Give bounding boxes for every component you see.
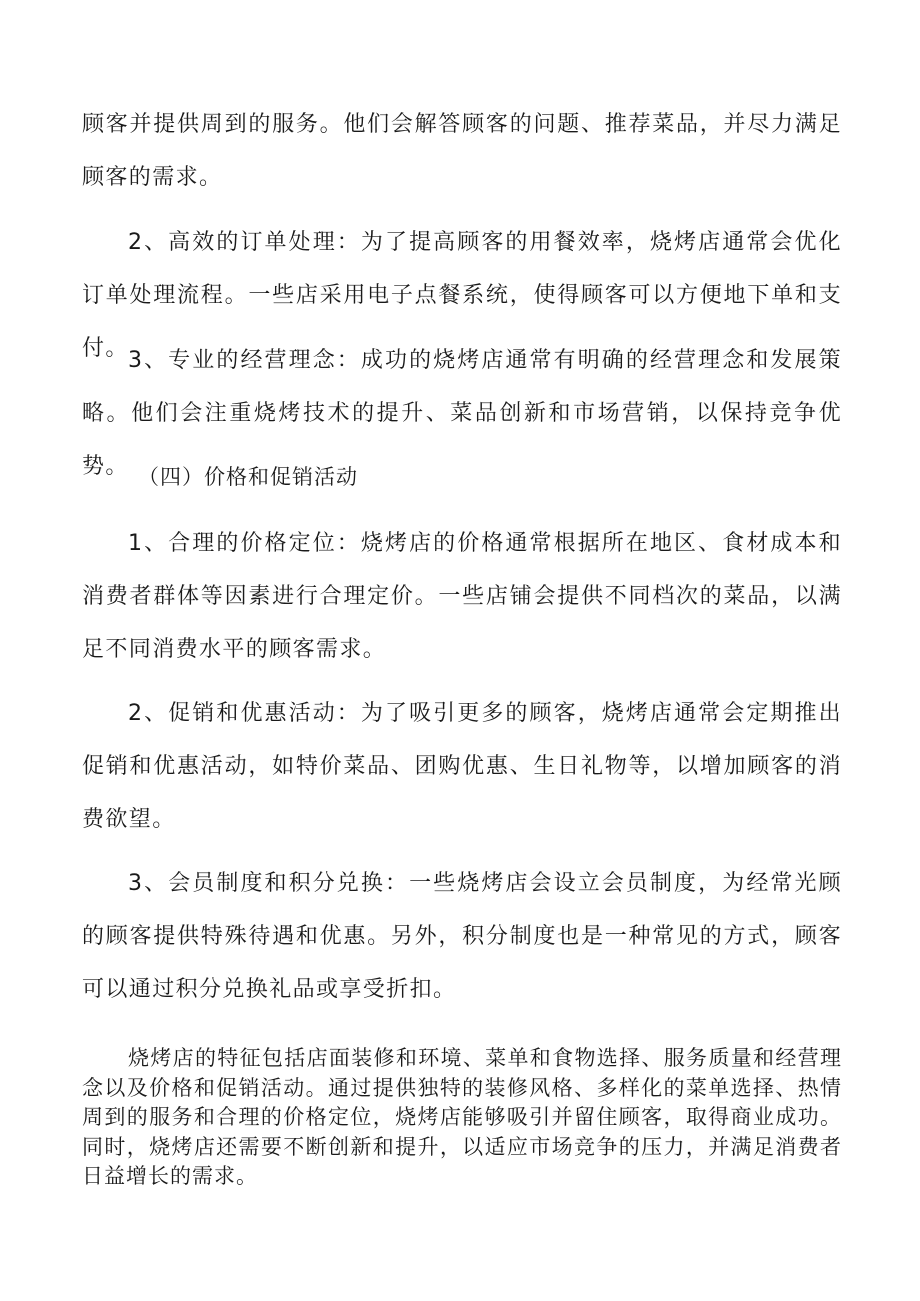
paragraph-order-processing: 2、高效的订单处理：为了提高顾客的用餐效率，烧烤店通常会优化订单处理流程。一些店采用电子点餐系统，使得顾客可以方便地下单和支付。 bbox=[82, 230, 842, 361]
paragraph-business-philosophy: 3、专业的经营理念：成功的烧烤店通常有明确的经营理念和发展策略。他们会注重烧烤技术的提升、菜品创新和市场营销，以保持竞争优势。 bbox=[82, 348, 842, 479]
section-heading-pricing: （四）价格和促销活动 bbox=[138, 465, 358, 489]
paragraph-membership: 3、会员制度和积分兑换：一些烧烤店会设立会员制度，为经常光顾的顾客提供特殊待遇和优惠。另外，积分制度也是一种常见的方式，顾客可以通过积分兑换礼品或享受折扣。 bbox=[82, 871, 842, 1002]
paragraph-service: 顾客并提供周到的服务。他们会解答顾客的问题、推荐菜品，并尽力满足顾客的需求。 bbox=[82, 112, 842, 190]
paragraph-price-positioning: 1、合理的价格定位：烧烤店的价格通常根据所在地区、食材成本和消费者群体等因素进行合理定价。一些店铺会提供不同档次的菜品，以满足不同消费水平的顾客需求。 bbox=[82, 531, 842, 662]
paragraph-promotions: 2、促销和优惠活动：为了吸引更多的顾客，烧烤店通常会定期推出促销和优惠活动，如特价菜品、团购优惠、生日礼物等，以增加顾客的消费欲望。 bbox=[82, 701, 842, 832]
paragraph-summary: 烧烤店的特征包括店面装修和环境、菜单和食物选择、服务质量和经营理念以及价格和促销活动。通过提供独特的装修风格、多样化的菜单选择、热情周到的服务和合理的价格定位，烧烤店能够吸引并留住顾客，取得商业成功。同时，烧烤店还需要不断创新和提升，以适应市场竞争的压力，并满足消费者日益增长的需求。 bbox=[82, 1046, 842, 1188]
